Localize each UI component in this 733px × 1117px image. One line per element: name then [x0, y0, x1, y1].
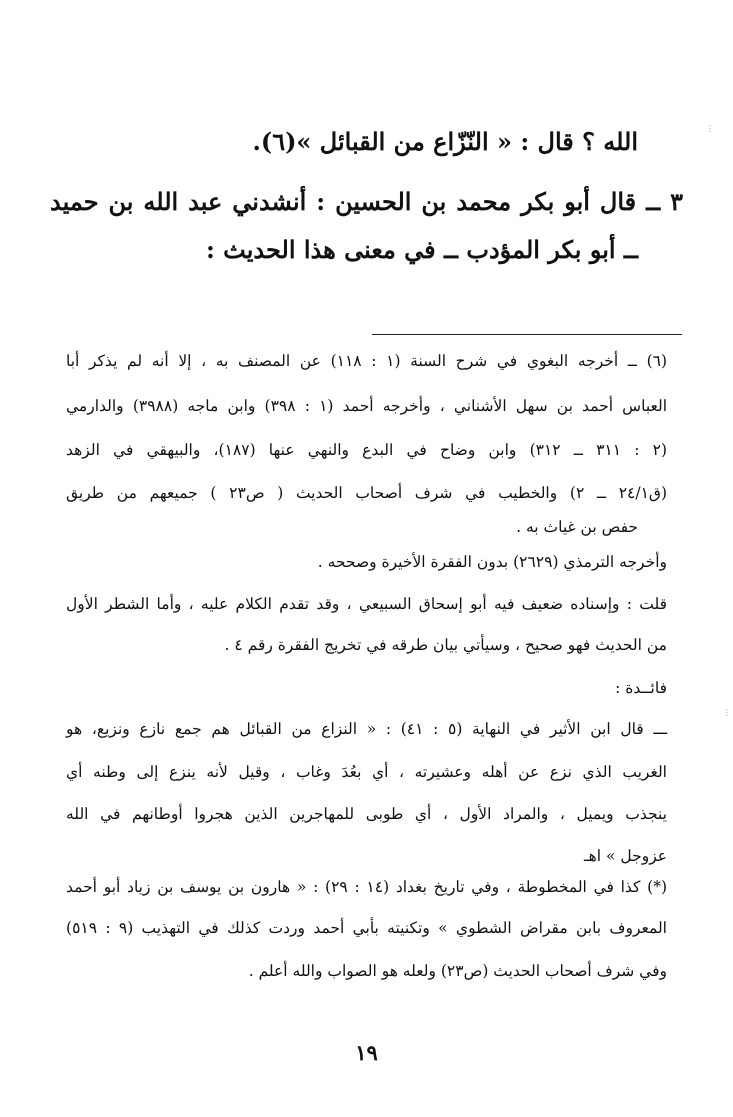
footnote-line: (٦) ــ أخرجه البغوي في شرح السنة (١ : ١١٨) عن المصنف به ، إلا أنه لم يذكر أبا: [66, 352, 668, 370]
footnote-line: الغريب الذي نزع عن أهله وعشيرته ، أي بعُدَ وغاب ، وقيل لأنه ينزع إلى وطنه أي: [66, 763, 667, 781]
main-text-line-2: ٣ ــ قال أبو بكر محمد بن الحسين : أنشدني عبد الله بن حميد: [50, 187, 683, 216]
footnote-line: (٢ : ٣١١ ــ ٣١٢) وابن وضاح في البدع والنهي عنها (١٨٧)، والبيهقي في الزهد: [66, 441, 668, 459]
footnote-line: عزوجل » اهـ: [584, 847, 667, 865]
margin-mark: ⋮: [706, 124, 714, 133]
footnote-line: قلت : وإسناده ضعيف فيه أبو إسحاق السبيعي ، وقد تقدم الكلام عليه ، وأما الشطر الأول: [66, 595, 667, 613]
page-number: ١٩: [355, 1040, 378, 1065]
main-text-line-1: الله ؟ قال : « النّزّاع من القبائل »(٦).: [252, 127, 638, 156]
footnote-separator: [372, 334, 682, 335]
footnote-line: (*) كذا في المخطوطة ، وفي تاريخ بغداد (١٤ : ٢٩) : « هارون بن يوسف بن زياد أبو أحمد: [66, 878, 667, 896]
footnote-line: (ق٢٤/١ ــ ٢) والخطيب في شرف أصحاب الحديث ( ص٢٣ ) جميعهم من طريق: [66, 484, 667, 502]
margin-mark: ⋮: [723, 708, 731, 717]
footnote-line: وأخرجه الترمذي (٢٦٢٩) بدون الفقرة الأخيرة وصححه .: [317, 553, 667, 571]
footnote-line: ـــ قال ابن الأثير في النهاية (٥ : ٤١) : « النزاع من القبائل هم جمع نازع ونزيع، هو: [66, 720, 668, 738]
main-text-line-3: ــ أبو بكر المؤدب ــ في معنى هذا الحديث :: [205, 235, 638, 264]
footnote-line: ينجذب ويميل ، والمراد الأول ، أي طوبى للمهاجرين الذين هجروا أوطانهم في الله: [66, 805, 667, 823]
footnote-line: المعروف بابن مقراض الشطوي » وتكنيته بأبي أحمد وردت كذلك في التهذيب (٩ : ٥١٩): [66, 919, 667, 937]
footnote-heading: فائــدة :: [615, 679, 667, 697]
footnote-line: العباس أحمد بن سهل الأشناني ، وأخرجه أحمد (١ : ٣٩٨) وابن ماجه (٣٩٨٨) والدارمي: [66, 397, 668, 415]
footnote-line: حفص بن غياث به .: [516, 518, 638, 536]
footnote-line: وفي شرف أصحاب الحديث (ص٢٣) ولعله هو الصواب والله أعلم .: [248, 962, 667, 980]
footnote-line: من الحديث فهو صحيح ، وسيأتي بيان طرقه في تخريج الفقرة رقم ٤ .: [224, 636, 667, 654]
